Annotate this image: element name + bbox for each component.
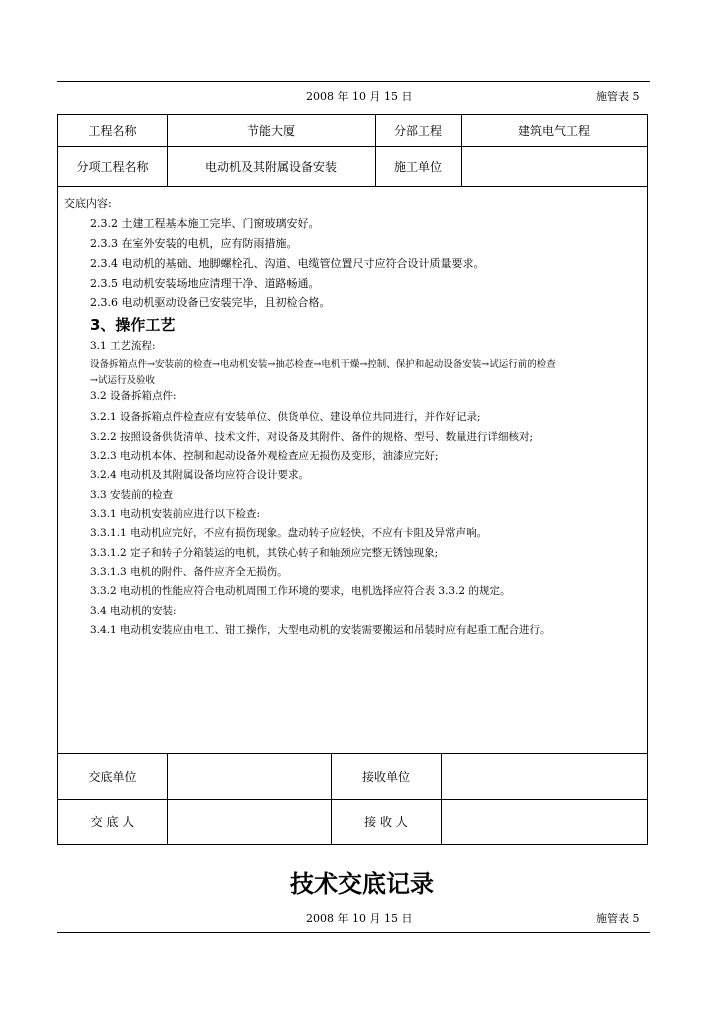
contractor-label: 施工单位 [393, 159, 442, 174]
issuer-person-label: 交 底 人 [90, 815, 135, 829]
project-name-value: 节能大厦 [246, 124, 295, 138]
content-heading: 交底内容: [64, 197, 112, 210]
row-divider [58, 186, 647, 187]
content-line: 2.3.3 在室外安装的电机，应有防雨措施。 [90, 237, 298, 250]
header-date: 2008 年 10 月 15 日 [306, 90, 413, 103]
issuer-unit-label: 交底单位 [88, 769, 137, 784]
project-name-label: 工程名称 [88, 124, 137, 138]
issuer-person-value [167, 799, 331, 844]
document-title: 技术交底记录 [290, 870, 434, 898]
content-line: 3.3.2 电动机的性能应符合电动机周围工作环境的要求，电机选择应符合表 3.3.2 的规定。 [90, 585, 511, 597]
content-line: 3.3 安装前的检查 [90, 489, 174, 501]
content-line: 2.3.2 土建工程基本施工完毕、门窗玻璃安好。 [90, 217, 320, 230]
header-form-number: 施管表 5 [596, 90, 640, 103]
content-line: 3.2.4 电动机及其附属设备均应符合设计要求。 [90, 469, 310, 481]
content-line: 3.4.1 电动机安装应由电工、钳工操作，大型电动机的安装需要搬运和吊装时应有起重工配合进行。 [90, 624, 551, 636]
section-title: 3、操作工艺 [90, 316, 176, 334]
content-line: 3.2.2 按照设备供货清单、技术文件，对设备及其附件、备件的规格、型号、数量进行详细核对; [90, 431, 534, 443]
content-line: 2.3.6 电动机驱动设备已安装完毕，且初检合格。 [90, 296, 331, 309]
content-line: 3.2 设备拆箱点件: [90, 390, 177, 402]
content-line: 3.4 电动机的安装: [90, 605, 177, 617]
content-line: 3.2.1 设备拆箱点件检查应有安装单位、供货单位、建设单位共同进行，并作好记录; [90, 411, 481, 423]
footer-form-number: 施管表 5 [596, 912, 640, 925]
content-line: 3.3.1.1 电动机应完好，不应有损伤现象。盘动转子应轻快，不应有卡阻及异常声响。 [90, 527, 488, 539]
content-line: 2.3.4 电动机的基础、地脚螺栓孔、沟道、电缆管位置尺寸应符合设计质量要求。 [90, 257, 485, 270]
subitem-value: 电动机及其附属设备安装 [204, 159, 337, 174]
top-rule [57, 81, 650, 82]
receiver-person-value [441, 799, 647, 844]
content-line: 3.2.3 电动机本体、控制和起动设备外观检查应无损伤及变形，油漆应完好; [90, 450, 439, 462]
receiver-unit-label: 接收单位 [361, 769, 410, 784]
process-flow-line: 设备拆箱点件→安装前的检查→电动机安装→抽芯检查→电机干燥→控制、保护和起动设备安装→试运行前的检查 [90, 359, 556, 370]
division-label: 分部工程 [393, 124, 442, 138]
content-line: 3.3.1.3 电机的附件、备件应齐全无损伤。 [90, 566, 288, 578]
process-label: 3.1 工艺流程: [90, 340, 156, 352]
disclosure-form [57, 114, 648, 845]
receiver-unit-value [441, 753, 647, 799]
content-line: 3.3.1.2 定子和转子分箱装运的电机，其铁心转子和轴颈应完整无锈蚀现象; [90, 547, 439, 559]
bottom-rule [57, 932, 650, 933]
content-line: 2.3.5 电动机安装场地应清理干净、道路畅通。 [90, 277, 320, 290]
content-line: 3.3.1 电动机安装前应进行以下检查: [90, 508, 261, 520]
subitem-label: 分项工程名称 [76, 159, 149, 174]
issuer-unit-value [167, 753, 331, 799]
footer-date: 2008 年 10 月 15 日 [306, 912, 413, 925]
contractor-value [461, 146, 647, 186]
receiver-person-label: 接 收 人 [364, 815, 408, 829]
division-value: 建筑电气工程 [517, 124, 590, 138]
process-flow-line: →试运行及验收 [90, 375, 155, 386]
